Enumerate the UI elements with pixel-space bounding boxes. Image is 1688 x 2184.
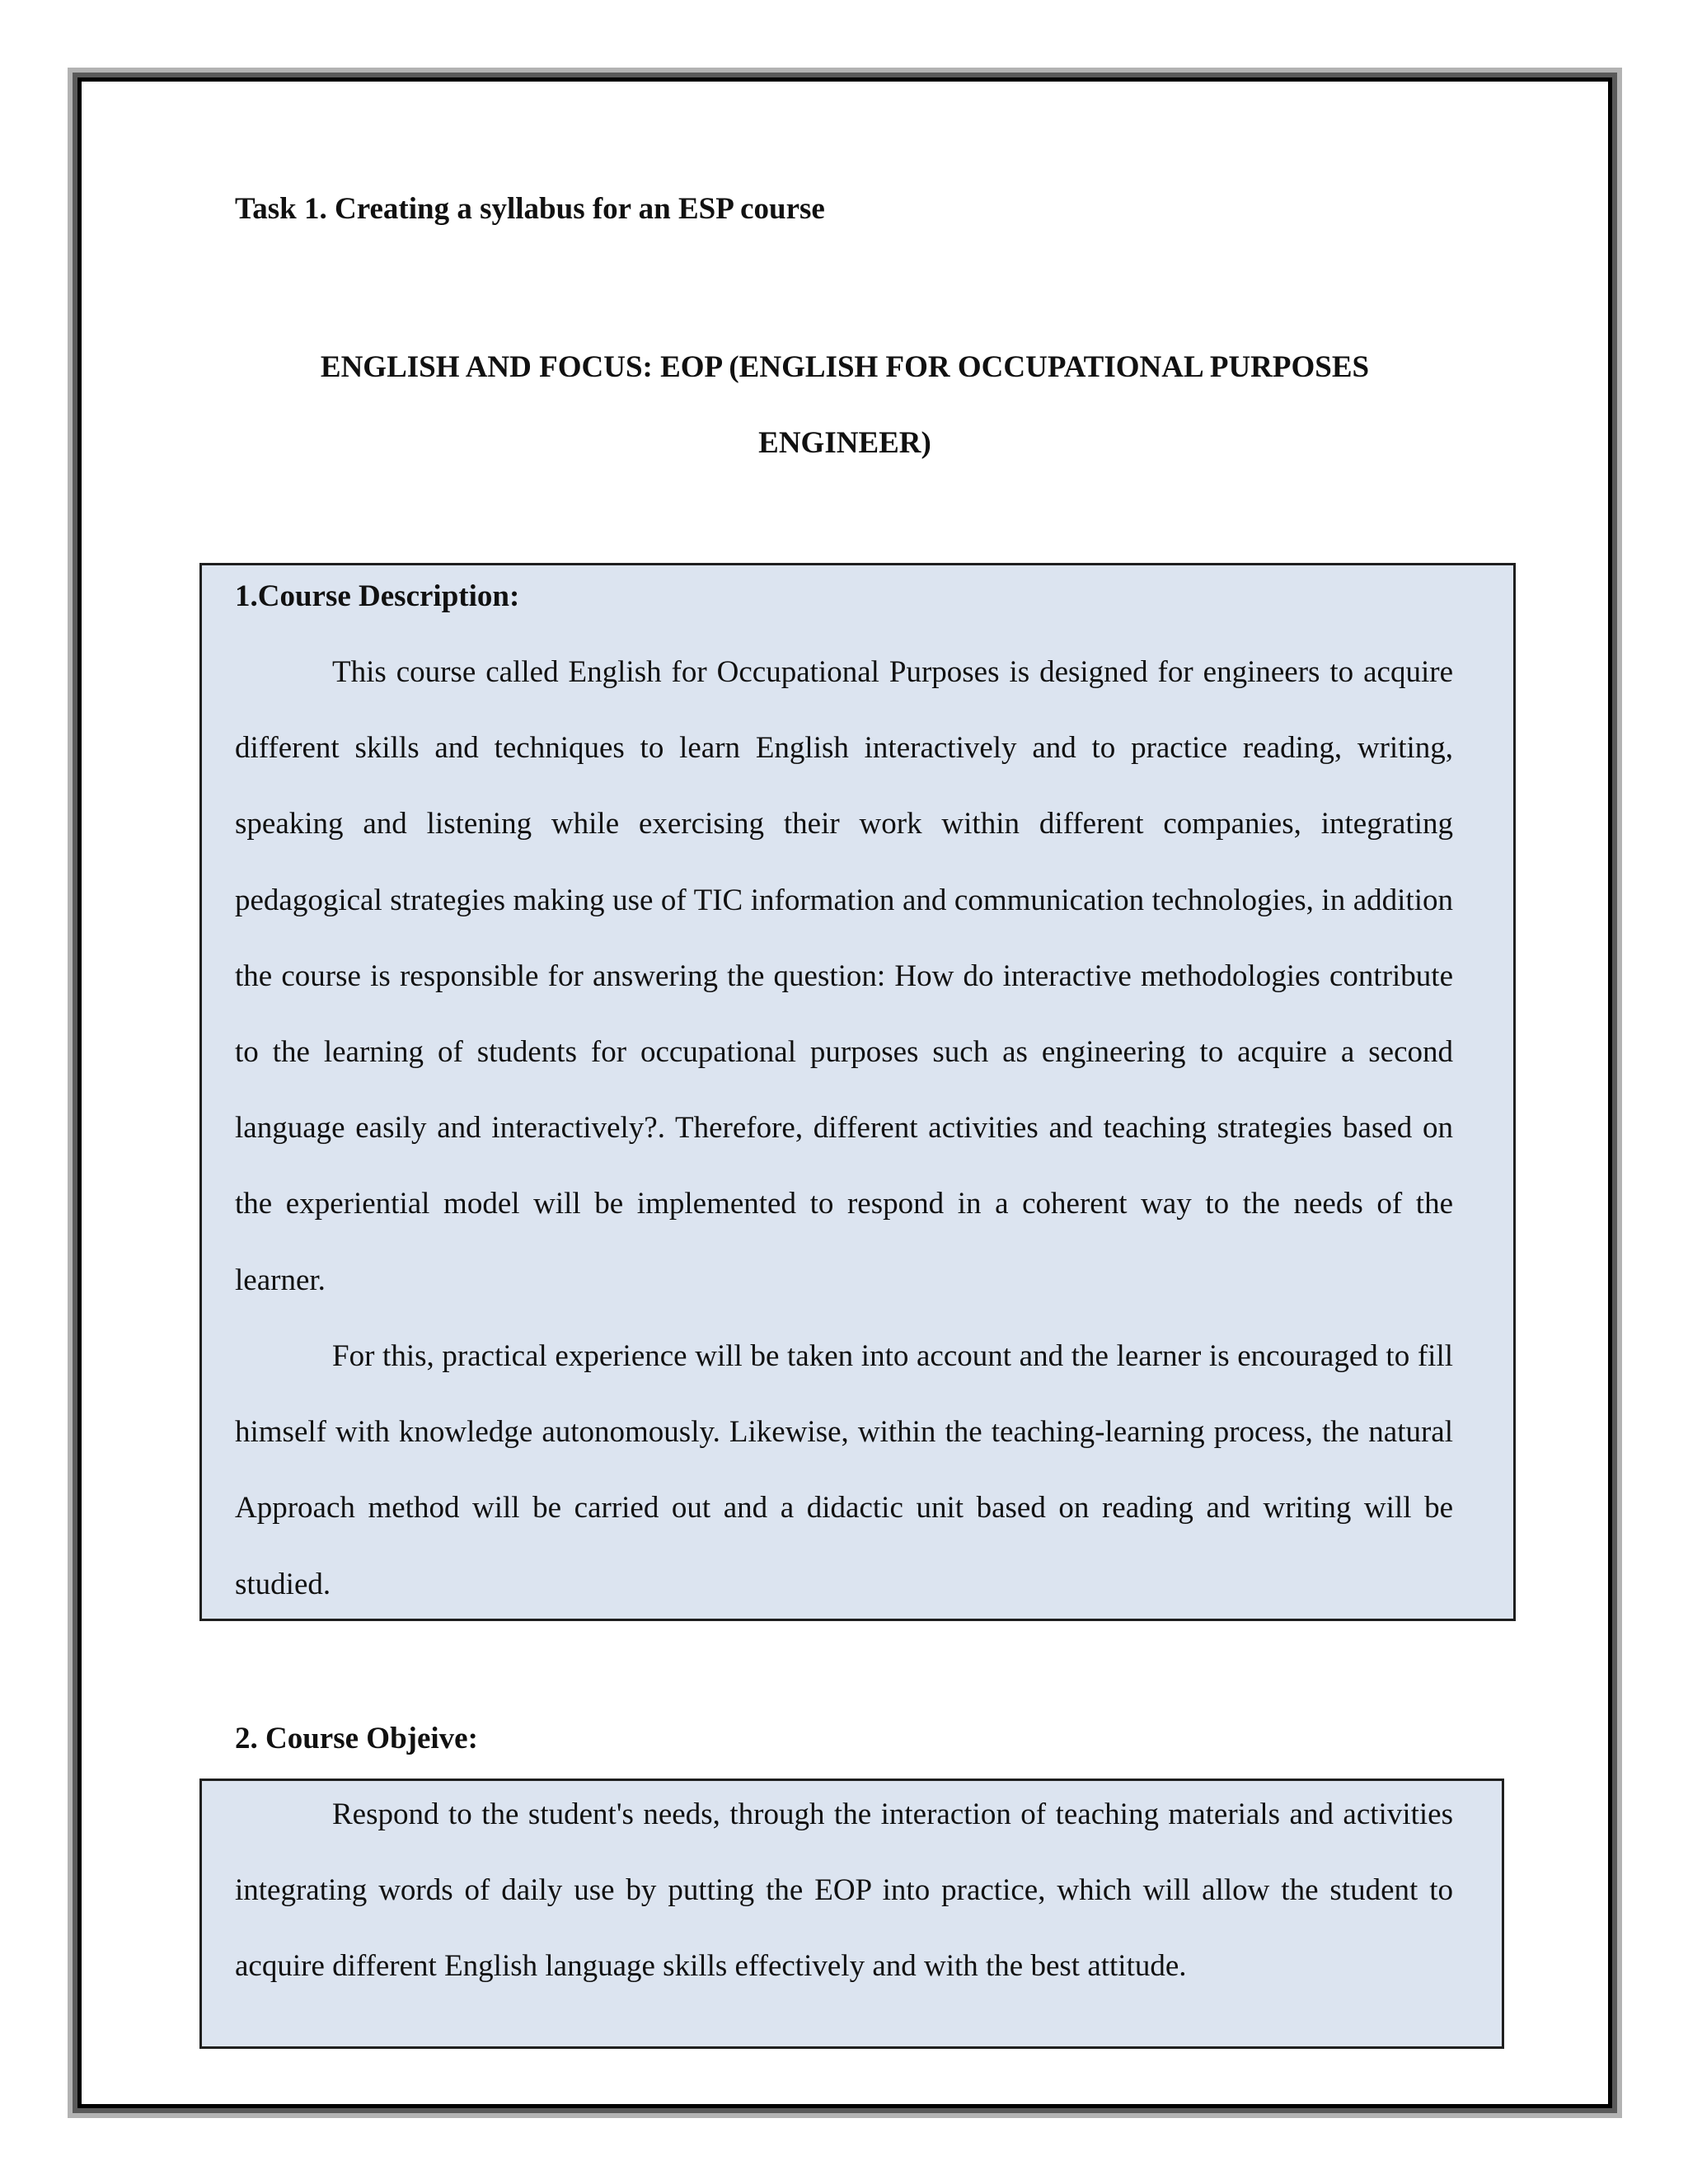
course-objective-heading-text: . Course Objeive:: [250, 1722, 478, 1755]
course-objective-paragraph: Respond to the student's needs, through the interaction of teaching materials and activities integrating words of daily use by putting the EOP into practice, which will allow the student to acquire different English language skills effectively and with the best attitude.: [235, 1797, 1453, 1984]
course-objective-number: 2: [235, 1722, 251, 1755]
course-description-paragraph-1: This course called English for Occupational Purposes is designed for engineers to acquire different skills and techniques to learn English interactively and to practice reading, writing, speaking and listening while exercising their work within different companies, integrating pedagogical strategies making use of TIC information and communication technologies, in addition the course is responsible for answering the question: How do interactive methodologies contribute to the learning of students for occupational purposes such as engineering to acquire a second language easily and interactively?. Therefore, different activities and teaching strategies based on the experiential model will be implemented to respond in a coherent way to the needs of the learner.: [235, 655, 1453, 1297]
task-title: Task 1. Creating a syllabus for an ESP course: [235, 192, 825, 226]
course-description-paragraph-2: For this, practical experience will be taken into account and the learner is encouraged to fill himself with knowledge autonomously. Likewise, within the teaching-learning process, the natural Approach method will be carried out and a didactic unit based on reading and writing will be studied.: [235, 1339, 1453, 1601]
course-objective-heading: [235, 1721, 478, 1756]
main-heading-line1: ENGLISH AND FOCUS: EOP (ENGLISH FOR OCCUPATIONAL PURPOSES: [320, 350, 1370, 384]
main-heading-line2: ENGINEER): [758, 426, 931, 460]
course-description-heading: 1.Course Description:: [235, 579, 520, 613]
